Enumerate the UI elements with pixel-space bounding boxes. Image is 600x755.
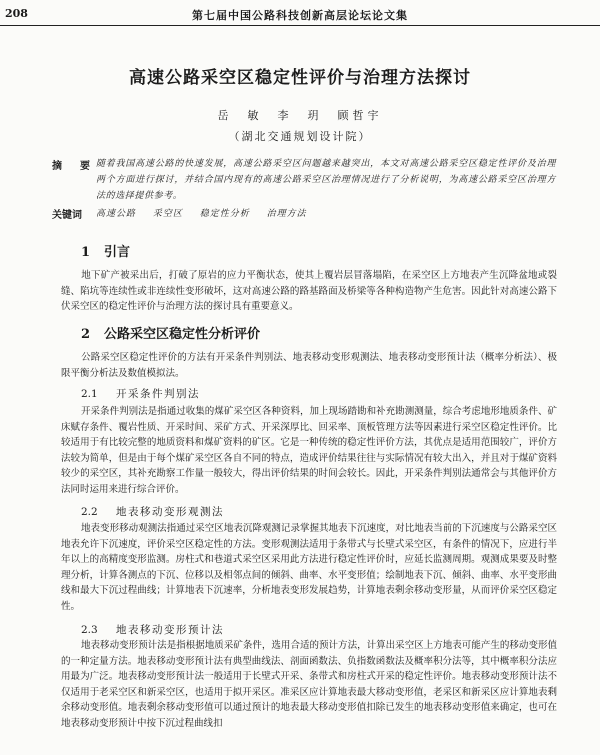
paragraph-text: 地下矿产被采出后，打破了原岩的应力平衡状态，使其上覆岩层冒落塌陷，在采空区上方地表产生沉降盆地或裂缝、陷坑等连续性或非连续性变形破坏，这对高速公路的路基路面及桥梁等各种构造物产生危害。因此针对高速公路下伏采空区的稳定性评价与治理方法的探讨具有重要意义。 [61,270,557,313]
subsection-number: 2.3 [81,624,98,636]
subsection-title: 地表移动变形预计法 [116,624,224,636]
subsection-title: 地表移动变形观测法 [116,506,224,518]
running-header [0,0,600,28]
section-heading-2 [81,323,260,342]
subsection-number: 2.1 [81,388,98,400]
keywords-label: 关键词 [52,210,82,221]
journal-title: 第七届中国公路科技创新高层论坛论文集 [192,9,408,22]
authors: 岳 敏 李 玥 顾哲宇 [217,109,383,122]
subsection-number: 2.2 [81,506,98,518]
keywords-list [96,206,320,219]
keyword: 采空区 [152,209,183,219]
subsection-title: 开采条件判别法 [116,388,200,400]
section-title: 引言 [104,245,131,260]
subsection-2-3-paragraph [61,638,557,732]
section-1-paragraph [61,268,557,315]
paragraph-text: 地表变形移动观测法指通过采空区地表沉降观测记录掌握其地表下沉速度，对比地表当前的下沉速度与公路采空区地表允许下沉速度，评价采空区稳定性的方法。变形观测法适用于条带式与长壁式采空区，有条件的情况下，应进行半年以上的高精度变形监测。房柱式和巷道式采空区采用此方法进行稳定性评价时，应延长监测周期。观测成果要及时整理分析，计算各测点的下沉、位移以及相邻点间的倾斜、曲率、水平变形值；绘制地表下沉、倾斜、曲率、水平变形曲线和最大下沉过程曲线；计算地表下沉速率，分析地表变形发展趋势，计算地表剩余移动变形量，从而评价采空区稳定性。 [61,523,557,612]
section-number: 2 [81,327,91,342]
subsection-2-1-paragraph [61,404,557,498]
page-number: 208 [5,7,28,20]
header-rule [0,25,600,26]
section-title: 公路采空区稳定性分析评价 [104,327,261,342]
section-2-intro-paragraph [61,350,557,381]
keyword: 稳定性分析 [199,209,250,219]
keyword: 高速公路 [96,209,137,219]
subsection-heading-2-3 [81,622,224,637]
paper-title: 高速公路采空区稳定性评价与治理方法探讨 [129,68,471,88]
abstract-label: 摘 要 [52,161,94,172]
subsection-heading-2-1 [81,386,200,401]
paragraph-text: 公路采空区稳定性评价的方法有开采条件判别法、地表移动变形观测法、地表移动变形预计法（概率分析法）、极限平衡分析法及数值模拟法。 [61,352,557,379]
subsection-heading-2-2 [81,504,224,519]
abstract-text: 随着我国高速公路的快速发展，高速公路采空区问题越来越突出，本文对高速公路采空区稳定性评价及治理两个方面进行探讨，并结合国内现有的高速公路采空区治理情况进行了分析说明，为高速公路采空区治理方法的选择提供参考。 [96,159,556,201]
affiliation: （湖北交通规划设计院） [228,130,372,143]
paragraph-text: 开采条件判别法是指通过收集的煤矿采空区各种资料，加上现场踏勘和补充勘测测量，综合考虑地形地质条件、矿床赋存条件、覆岩性质、开采时间、采矿方式、开采深厚比、回采率、顶板管理方法等因素进行采空区稳定性评价。比较适用于有比较完整的地质资料和煤矿资料的矿区。它是一种传统的稳定性评价方法，其优点是适用范围较广，评价方法较为简单，但是由于每个煤矿采空区各自不同的特点，造成评价结果往往与实际情况有较大出入，并且对于煤矿资料较少的采空区，其补充勘察工作量一般较大，得出评价结果的时间会较长。因此，开采条件判别法通常会与其他评价方法同时运用来进行综合评价。 [61,406,557,495]
section-number: 1 [81,245,91,260]
subsection-2-2-paragraph [61,521,557,615]
section-heading-1 [81,241,130,260]
keyword: 治理方法 [266,209,307,219]
paragraph-text: 地表移动变形预计法是指根据地质采矿条件，选用合适的预计方法，计算出采空区上方地表可能产生的移动变形值的一种定量方法。地表移动变形预计法有典型曲线法、剖面函数法、负指数函数法及概率积分法等，其中概率积分法应用最为广泛。地表移动变形预计法一般适用于长壁式开采、条带式和房柱式开采的稳定性评价。地表移动变形预计法不仅适用于老采空区和新采空区，也适用于拟开采区。准采区应计算地表最大移动变形值，老采区和新采区应计算地表剩余移动变形值。地表剩余移动变形值可以通过预计的地表最大移动变形值扣除已发生的地表移动变形值来确定，也可在地表移动变形预计中按下沉过程曲线扣 [61,640,557,729]
